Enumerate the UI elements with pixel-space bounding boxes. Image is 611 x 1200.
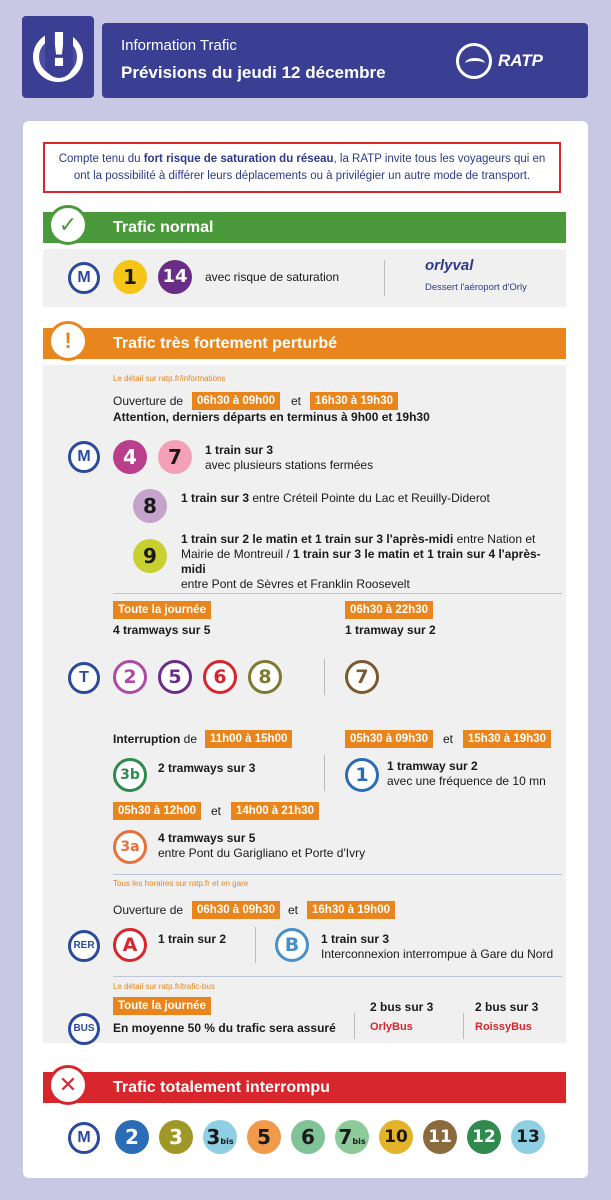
rer-line-b: B bbox=[275, 928, 309, 962]
content-card bbox=[23, 121, 588, 1178]
metro-line-11: 11 bbox=[423, 1120, 457, 1154]
exclamation-icon: ! bbox=[48, 321, 88, 361]
header-subtitle: Information Trafic bbox=[121, 37, 237, 54]
normal-text: avec risque de saturation bbox=[205, 270, 340, 284]
separator bbox=[354, 1013, 355, 1039]
cross-icon: ✕ bbox=[48, 1065, 88, 1105]
metro-mode-icon: M bbox=[68, 1122, 100, 1154]
m47-text: avec plusieurs stations fermées bbox=[205, 458, 374, 472]
metro-mode-icon: M bbox=[68, 441, 100, 473]
ratp-logo-icon bbox=[456, 43, 492, 79]
tram-line-1: 1 bbox=[345, 758, 379, 792]
rer-b-text-1: 1 train sur 3 bbox=[321, 932, 390, 946]
metro-time-1: 06h30 à 09h00 bbox=[192, 392, 280, 410]
t1-time-2: 15h30 à 19h30 bbox=[463, 730, 551, 748]
rer-info-link[interactable]: Tous les horaires sur ratp.fr et en gare bbox=[113, 879, 249, 888]
t1-time-1: 05h30 à 09h30 bbox=[345, 730, 433, 748]
metro-time-2: 16h30 à 19h30 bbox=[310, 392, 398, 410]
t3a-time-2: 14h00 à 21h30 bbox=[231, 802, 319, 820]
t3a-time-1: 05h30 à 12h00 bbox=[113, 802, 201, 820]
m47-text-b: 1 train sur 3 bbox=[205, 443, 274, 457]
metro-warning: Attention, derniers départs en terminus à 9h00 et 19h30 bbox=[113, 410, 430, 424]
bus-text: En moyenne 50 % du trafic sera assuré bbox=[113, 1021, 336, 1035]
metro-line-2: 2 bbox=[115, 1120, 149, 1154]
metro-line-1: 1 bbox=[113, 260, 147, 294]
et: et bbox=[443, 732, 454, 746]
rer-open-label: Ouverture de bbox=[113, 903, 184, 917]
roissybus-freq: 2 bus sur 3 bbox=[475, 1000, 539, 1014]
rer-line-a: A bbox=[113, 928, 147, 962]
separator bbox=[255, 927, 256, 963]
orlybus-freq: 2 bus sur 3 bbox=[370, 1000, 434, 1014]
tram7-text: 1 tramway sur 2 bbox=[345, 623, 436, 637]
et: et bbox=[291, 394, 302, 408]
metro-line-10: 10 bbox=[379, 1120, 413, 1154]
t1-text: avec une fréquence de 10 mn bbox=[387, 774, 546, 788]
band-interrompu: ✕ Trafic totalement interrompu bbox=[43, 1072, 566, 1103]
rer-mode-icon: RER bbox=[68, 930, 100, 962]
tram-mode-icon: T bbox=[68, 662, 100, 694]
tram-line-2: 2 bbox=[113, 660, 147, 694]
orlyval-tagline: Dessert l'aéroport d'Orly bbox=[425, 282, 527, 293]
t3b-interrupt: Interruption de bbox=[113, 732, 198, 746]
orlybus-icon: OrlyBus bbox=[370, 1021, 413, 1033]
metro-open-label: Ouverture de bbox=[113, 394, 184, 408]
tram7-time: 06h30 à 22h30 bbox=[345, 601, 433, 619]
separator bbox=[113, 593, 562, 594]
metro-line-14: 14 bbox=[158, 260, 192, 294]
metro-info-link[interactable]: Le détail sur ratp.fr/informations bbox=[113, 374, 226, 383]
zone-perturbe bbox=[43, 365, 566, 1043]
header bbox=[102, 23, 588, 98]
metro-line-12: 12 bbox=[467, 1120, 501, 1154]
roissybus-icon: RoissyBus bbox=[475, 1021, 532, 1033]
band-normal: ✓ Trafic normal bbox=[43, 212, 566, 243]
tram-line-8: 8 bbox=[248, 660, 282, 694]
metro-line-6: 6 bbox=[291, 1120, 325, 1154]
et: et bbox=[211, 804, 222, 818]
ratp-brand: RATP bbox=[498, 51, 544, 70]
orlyval-icon: orlyval bbox=[425, 257, 474, 274]
bus-allday-tag: Toute la journée bbox=[113, 997, 211, 1015]
rer-a-text: 1 train sur 2 bbox=[158, 932, 227, 946]
tram-line-7: 7 bbox=[345, 660, 379, 694]
notice-box: Compte tenu du fort risque de saturation du réseau, la RATP invite tous les voyageurs qui en ont la possibilité à différer leurs déplacements ou à privilégier un autre mode de transport. bbox=[43, 142, 561, 193]
page-title: Prévisions du jeudi 12 décembre bbox=[121, 63, 386, 82]
separator bbox=[463, 1013, 464, 1039]
tram-line-3b: 3b bbox=[113, 758, 147, 792]
metro-line-9: 9 bbox=[133, 539, 167, 573]
rer-b-text-2: Interconnexion interrompue à Gare du Nord bbox=[321, 947, 554, 961]
metro-line-5: 5 bbox=[247, 1120, 281, 1154]
t1-text-b: 1 tramway sur 2 bbox=[387, 759, 478, 773]
tram-allday-tag: Toute la journée bbox=[113, 601, 211, 619]
tram-line-6: 6 bbox=[203, 660, 237, 694]
metro-line-8: 8 bbox=[133, 489, 167, 523]
alert-icon: ! bbox=[45, 22, 73, 78]
t3a-text-b: 4 tramways sur 5 bbox=[158, 831, 256, 845]
metro-line-3bis: 3bis bbox=[203, 1120, 237, 1154]
metro-mode-icon: M bbox=[68, 262, 100, 294]
t3b-time: 11h00 à 15h00 bbox=[205, 730, 292, 748]
separator bbox=[113, 976, 562, 977]
zone-interrompu bbox=[43, 1109, 566, 1167]
bus-mode-icon: BUS bbox=[68, 1013, 100, 1045]
tram-line-3a: 3a bbox=[113, 830, 147, 864]
rer-time-2: 16h30 à 19h00 bbox=[307, 901, 395, 919]
zone-normal bbox=[43, 249, 566, 307]
rer-time-1: 06h30 à 09h30 bbox=[192, 901, 280, 919]
bus-info-link[interactable]: Le détail sur ratp.fr/trafic-bus bbox=[113, 982, 215, 991]
alert-badge bbox=[22, 16, 94, 98]
t3b-text: 2 tramways sur 3 bbox=[158, 761, 256, 775]
metro-line-3: 3 bbox=[159, 1120, 193, 1154]
metro-line-7bis: 7bis bbox=[335, 1120, 369, 1154]
t3a-text: entre Pont du Garigliano et Porte d'Ivry bbox=[158, 846, 366, 860]
et: et bbox=[288, 903, 299, 917]
tram-allday-text: 4 tramways sur 5 bbox=[113, 623, 211, 637]
separator bbox=[324, 755, 325, 791]
tram-line-5: 5 bbox=[158, 660, 192, 694]
separator bbox=[324, 659, 325, 695]
metro-line-13: 13 bbox=[511, 1120, 545, 1154]
separator bbox=[384, 260, 385, 296]
check-icon: ✓ bbox=[48, 205, 88, 245]
metro-line-7: 7 bbox=[158, 440, 192, 474]
m9-text: 1 train sur 2 le matin et 1 train sur 3 l'après-midi entre Nation et Mairie de Montreuil / 1 train sur 3 le matin et 1 train sur 4 l'après-midi entre Pont de Sèvres et Franklin Roosevelt bbox=[181, 532, 541, 591]
metro-line-4: 4 bbox=[113, 440, 147, 474]
separator bbox=[113, 874, 562, 875]
m8-text: 1 train sur 3 entre Créteil Pointe du Lac et Reuilly-Diderot bbox=[181, 491, 490, 505]
band-perturbe: ! Trafic très fortement perturbé bbox=[43, 328, 566, 359]
